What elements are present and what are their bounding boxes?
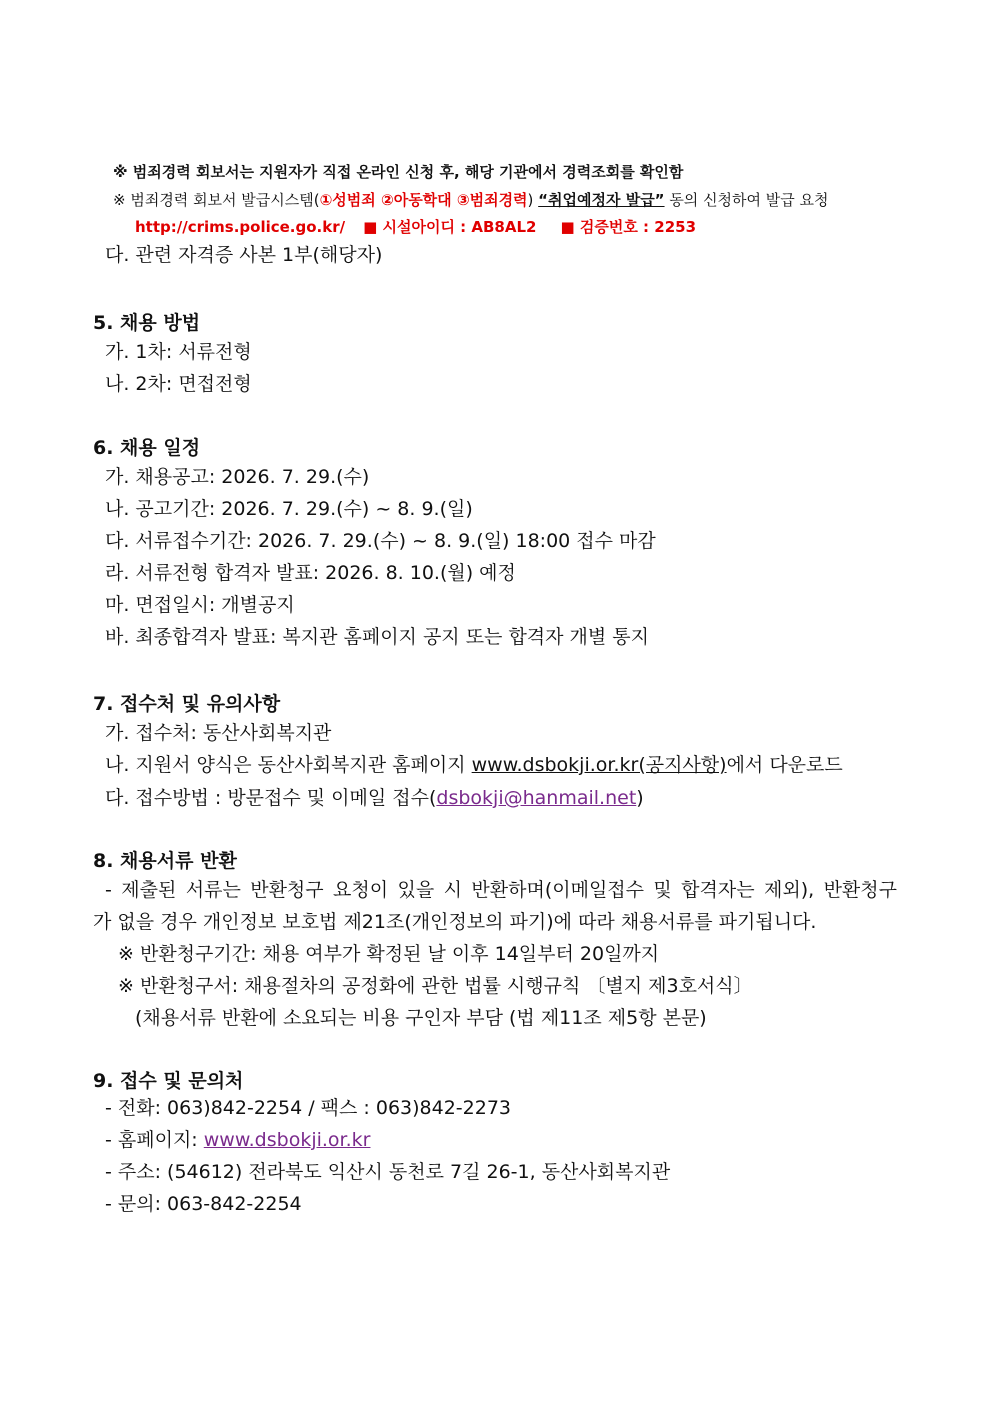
schedule-item: 마. 면접일시: 개별공지 — [105, 594, 295, 616]
schedule-item: 라. 서류전형 합격자 발표: 2026. 8. 10.(월) 예정 — [105, 562, 516, 584]
criminal-record-note: ※ 범죄경력 회보서는 지원자가 직접 온라인 신청 후, 해당 기관에서 경력조회를 확인함 — [113, 163, 684, 181]
note2-close: ) — [527, 191, 539, 209]
return-period-note: ※ 반환청구기간: 채용 여부가 확정된 날 이후 14일부터 20일까지 — [118, 943, 660, 965]
criminal-record-system-note — [113, 189, 829, 211]
schedule-item: 나. 공고기간: 2026. 7. 29.(수) ~ 8. 9.(일) — [105, 498, 473, 520]
contact-phone-fax: - 전화: 063)842-2254 / 팩스 : 063)842-2273 — [105, 1097, 512, 1119]
return-policy-line1: - 제출된 서류는 반환청구 요청이 있을 시 반환하며(이메일접수 및 합격자는 제외), 반환청구 — [105, 879, 897, 901]
email-link[interactable]: dsbokji@hanmail.net — [436, 787, 637, 809]
crims-info-line — [135, 216, 696, 238]
crims-url[interactable]: http://crims.police.go.kr/ — [135, 218, 346, 236]
section9-heading: 9. 접수 및 문의처 — [93, 1070, 244, 1092]
reception-place: 가. 접수처: 동산사회복지관 — [105, 722, 332, 744]
facility-id: ■ 시설아이디 : AB8AL2 — [363, 218, 537, 236]
note2-suffix: 동의 신청하여 발급 요청 — [664, 191, 829, 209]
schedule-item: 다. 서류접수기간: 2026. 7. 29.(수) ~ 8. 9.(일) 18:00 접수 마감 — [105, 530, 656, 552]
download-prefix: 나. 지원서 양식은 동산사회복지관 홈페이지 — [105, 754, 472, 776]
return-policy-line2: 가 없을 경우 개인정보 보호법 제21조(개인정보의 파기)에 따라 채용서류를 파기됩니다. — [93, 911, 817, 933]
schedule-item: 가. 채용공고: 2026. 7. 29.(수) — [105, 466, 370, 488]
contact-homepage — [105, 1127, 370, 1153]
license-copy-item: 다. 관련 자격증 사본 1부(해당자) — [105, 244, 383, 266]
section5-item: 나. 2차: 면접전형 — [105, 373, 252, 395]
contact-address: - 주소: (54612) 전라북도 익산시 동천로 7길 26-1, 동산사회복지관 — [105, 1161, 671, 1183]
return-cost-note: (채용서류 반환에 소요되는 비용 구인자 부담 (법 제11조 제5항 본문) — [135, 1007, 707, 1029]
notice-board-link[interactable]: www.dsbokji.or.kr(공지사항) — [471, 754, 727, 776]
section5-item: 가. 1차: 서류전형 — [105, 341, 252, 363]
homepage-label: - 홈페이지: — [105, 1129, 204, 1151]
section5-heading: 5. 채용 방법 — [93, 312, 201, 334]
reception-method — [105, 785, 644, 811]
schedule-item: 바. 최종합격자 발표: 복지관 홈페이지 공지 또는 합격자 개별 통지 — [105, 626, 650, 648]
section8-heading: 8. 채용서류 반환 — [93, 850, 237, 872]
contact-inquiry: - 문의: 063-842-2254 — [105, 1193, 302, 1215]
note2-red-text: ①성범죄 ②아동학대 ③범죄경력 — [319, 191, 528, 209]
method-prefix: 다. 접수방법 : 방문접수 및 이메일 접수( — [105, 787, 437, 809]
application-form-download — [105, 752, 843, 778]
download-suffix: 에서 다운로드 — [726, 754, 843, 776]
verification-code: ■ 검증번호 : 2253 — [560, 218, 697, 236]
homepage-link[interactable]: www.dsbokji.or.kr — [203, 1129, 371, 1151]
section6-heading: 6. 채용 일정 — [93, 437, 201, 459]
note2-prefix: ※ 범죄경력 회보서 발급시스템( — [113, 191, 320, 209]
return-form-note: ※ 반환청구서: 채용절차의 공정화에 관한 법률 시행규칙 〔별지 제3호서식〕 — [118, 975, 753, 997]
note2-underlined: “취업예정자 발급” — [538, 191, 665, 209]
method-suffix: ) — [636, 787, 644, 809]
section7-heading: 7. 접수처 및 유의사항 — [93, 693, 281, 715]
